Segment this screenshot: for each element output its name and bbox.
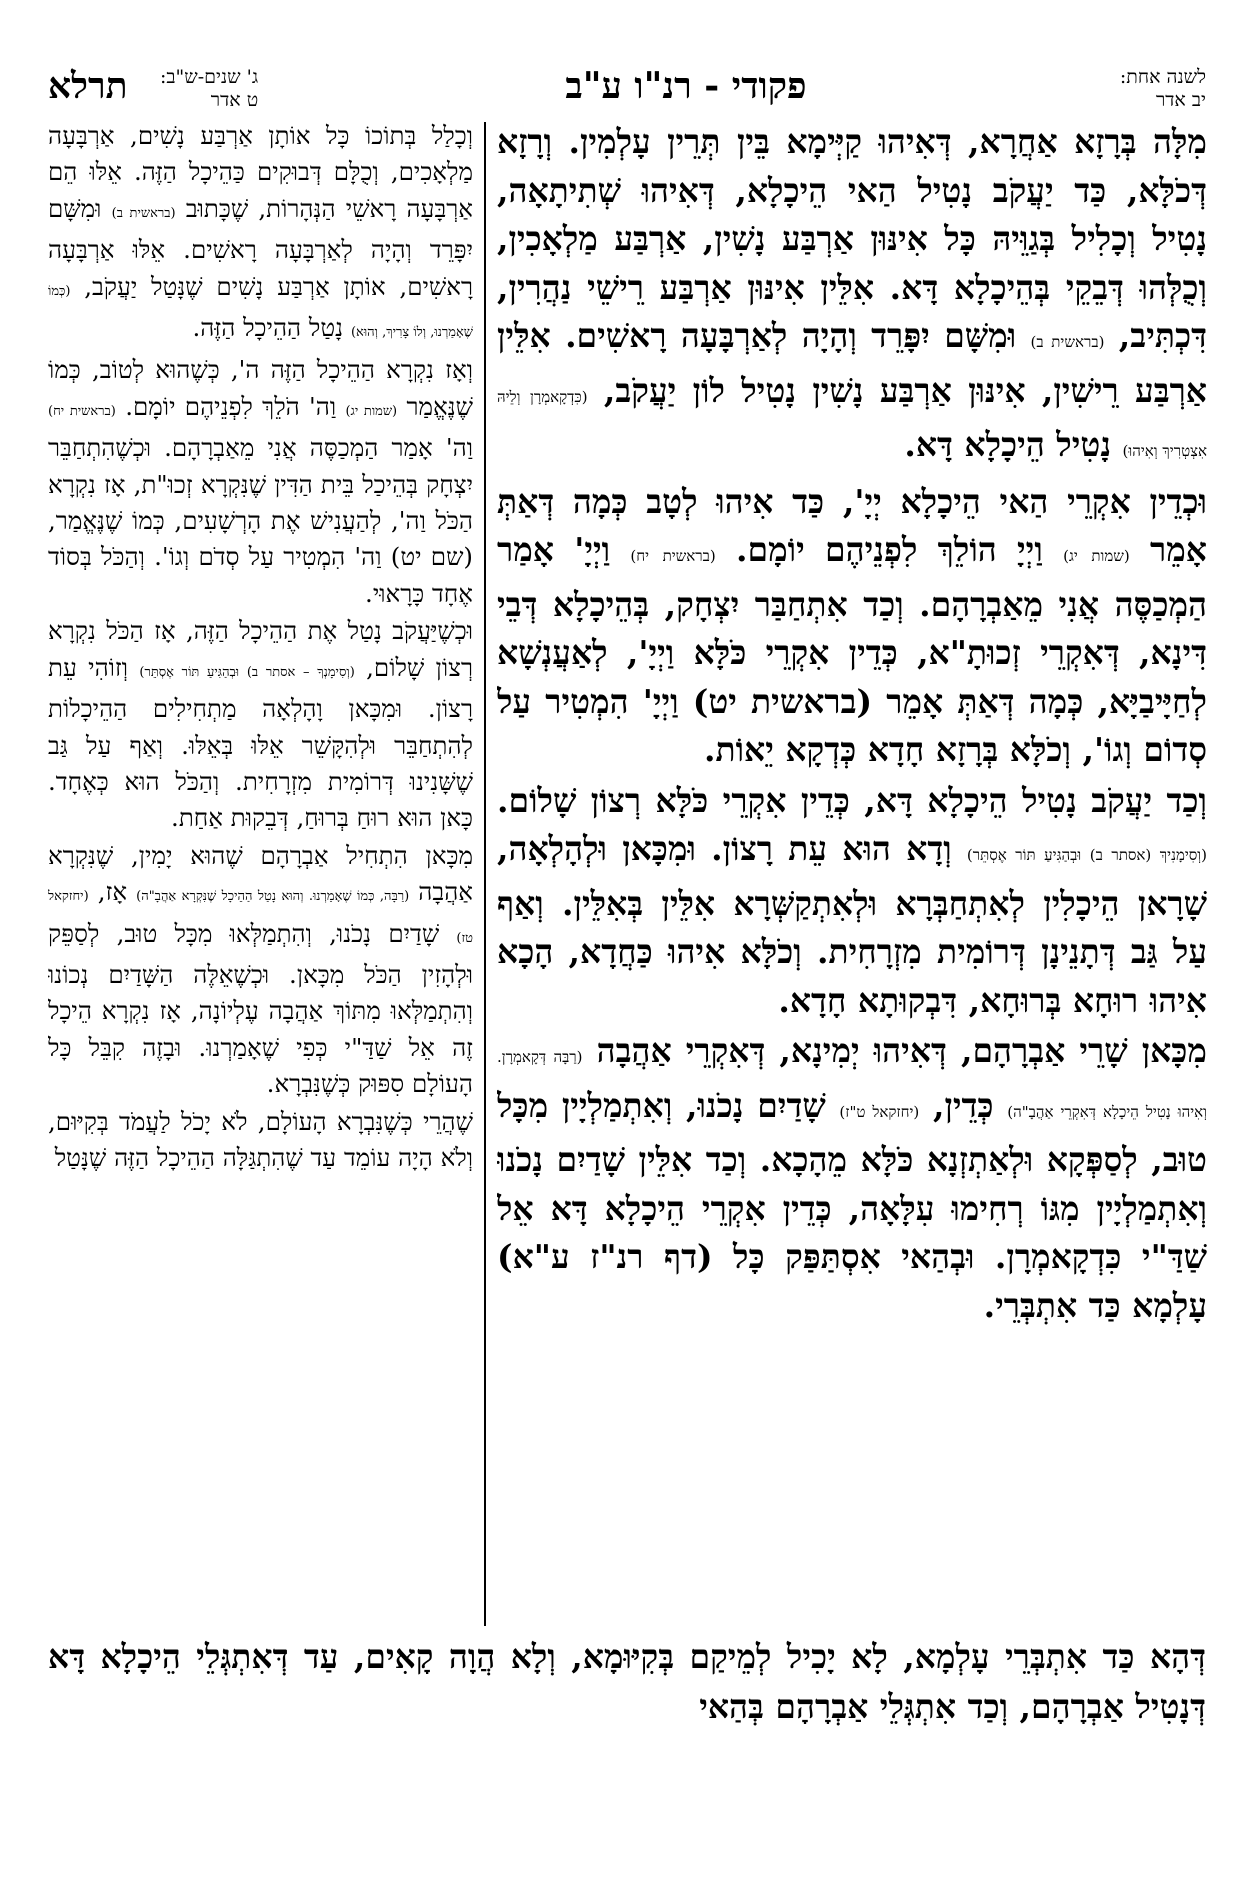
paragraph-text: מִלָּה בְּרָזָא אַחֲרָא, דְּאִיהוּ קַיְּימָא בֵּין תְּרֵין עָלְמִין. וְרָזָא דְּכֹלָּא, כַּד יַעֲקֹב נָטִיל הַאי הֵיכָלָא, דְּאִיהוּ שְׁתִיתָאָה, נָטִיל וְכָלִיל בְּגַוֵּיהּ כָּל אִינּוּן אַרְבַּע נָשִׁין, אַרְבַּע מַלְאָכִין, וְכֻלְּהוּ דְּבֵקֵי בְּהֵיכָלָא דָּא. אִלֵּין אִינּוּן אַרְבַּע רֵישֵׁי נַהֲרִין, דִּכְתִּיב, xyxy=(497,122,1207,355)
source-reference: (שמות יג) xyxy=(345,403,398,419)
source-reference: (וְסִימָנְךָ – אסתר ב) וּבְהַגִּיעַ תּוֹר אֶסְתֵּר) xyxy=(139,664,355,680)
three-year-schedule-label: ג' שנים-ש"ב: xyxy=(160,66,259,88)
gloss-note: (רַבָּה, כְּמוֹ שֶׁאָמַרְנוּ. וְהוּא נָטַל הַהֵיכָל שֶׁנִּקְרָא אַהֲבָ"ה) xyxy=(136,889,410,905)
paragraph-text: וַיְיָ' אָמַר הַמְכַסֶּה אֲנִי מֵאַבְרָהָם. וְכַד אִתְחַבַּר יִצְחָק, בְּהֵיכָלָא דְּבֵי דִּינָא, דְּאִקְרֵי זְכוּתָ"א, כְּדֵין אִקְרֵי כֹּלָּא וַיְיָ', לְאַעֲנְשָׁא לְחַיָּיבַיָּא, כְּמָה דְּאַתְּ אָמֵר (בראשית יט) וַיְיָ' הִמְטִיר עַל סְדוֹם וְגוֹ', וְכֹלָּא בְּרָזָא חָדָא כְּדְקָא יֵאוֹת. xyxy=(497,530,1207,769)
page-number: תרלא xyxy=(48,65,128,107)
gloss-note: (כְּמוֹ שֶׁאָמַרְנוּ, וְלוֹ צָרִיךְ, וְהוּא) xyxy=(48,283,473,341)
paragraph-text: וְאָז נִקְרָא הַהֵיכָל הַזֶּה ה', כְּשֶׁהוּא לְטוֹב, כְּמוֹ שֶׁנֶּאֱמַר xyxy=(48,355,473,421)
paragraph-text: וְכָלַל בְּתוֹכוֹ כָּל אוֹתָן אַרְבַּע נָשִׁים, אַרְבָּעָה מַלְאָכִים, וְכֻלָּם דְּבוּקִים כַּהֵיכָל הַזֶּה. אֵלּוּ הֵם אַרְבָּעָה רָאשֵׁי הַנְּהָרוֹת, שֶׁכָּתוּב xyxy=(48,121,473,223)
three-year-schedule-date: ט אדר xyxy=(210,89,259,111)
paragraph-text: וַה' אָמַר הַמְכַסֶּה אֲנִי מֵאַבְרָהָם. וּכְשֶׁהִתְחַבֵּר יִצְחָק בְּהֵיכַל בֵּית הַדִּין שֶׁנִּקְרָא זְכוּ"ת, אָז נִקְרָא הַכֹּל וַה', לְהַעֲנִישׁ אֶת הָרְשָׁעִים, כְּמוֹ שֶׁנֶּאֱמַר, (שם יט) וַה' הִמְטִיר עַל סְדֹם וְגוֹ'. וְהַכֹּל בְּסוֹד אֶחָד כָּרָאוּי. xyxy=(48,433,473,608)
side-paragraph xyxy=(48,838,473,1103)
source-reference: (יחזקאל ט"ז) xyxy=(839,1102,920,1121)
paragraph-text: וּמִשָּׁם יִפָּרֵד וְהָיָה לְאַרְבָּעָה רָאשִׁים. אֵלּוּ אַרְבָּעָה רָאשִׁים, אוֹתָן אַרְבַּע נָשִׁים שֶׁנָּטַל יַעֲקֹב, xyxy=(48,193,473,301)
header-left-note xyxy=(160,66,258,112)
paragraph-text: אָז, xyxy=(97,877,128,907)
source-reference: (בראשית יח) xyxy=(48,403,116,419)
main-paragraph xyxy=(497,777,1207,1026)
paragraph-text: כְּדֵין, xyxy=(932,1085,994,1125)
column-divider xyxy=(484,122,486,1626)
side-paragraph xyxy=(48,613,473,836)
page-header xyxy=(48,60,1206,118)
bottom-paragraph: דְּהָא כַּד אִתְבְּרֵי עָלְמָא, לָא יָכִיל לְמֵיקַם בְּקִיּוּמָא, וְלָא הֲוָה קָאִים, עַד דְּאִתְגְּלֵי הֵיכָלָא דָּא דְּנָטִיל אַבְרָהָם, וְכַד אִתְגְּלֵי אַבְרָהָם בְּהַאי xyxy=(48,1637,1206,1726)
paragraph-text: וְכַד יַעֲקֹב נָטִיל הֵיכָלָא דָּא, כְּדֵין אִקְרֵי כֹּלָּא רְצוֹן שָׁלוֹם. xyxy=(497,780,1207,820)
paragraph-text: וְזוֹהִי עֵת רָצוֹן. וּמִכָּאן וָהָלְאָה מַתְחִילִים הַהֵיכָלוֹת לְהִתְחַבֵּר וּלְהִקָּשֵׁר אֵלּוּ בְּאֵלּוּ. וְאַף עַל גַּב שֶׁשָּׁנִינוּ דְּרוֹמִית מִזְרָחִית. וְהַכֹּל הוּא כְּאֶחָד. כָּאן הוּא רוּחַ בְּרוּחַ, דְּבֵקוּת אַחַת. xyxy=(48,652,473,833)
side-paragraph xyxy=(48,118,473,351)
paragraph-text: וּכְשֶׁיַּעֲקֹב נָטַל אֶת הַהֵיכָל הַזֶּה, אָז הַכֹּל נִקְרָא רְצוֹן שָׁלוֹם, xyxy=(48,616,473,682)
paragraph-text: שָׁדַיִם נָכֹנוּ, וְהִתְמַלְּאוּ מִכָּל טוּב, לְסַפֵּק וּלְהָזִין הַכֹּל מִכָּאן. וּכְשֶׁאֵלֶּה הַשָּׁדַיִם נְכוֹנוּ וְהִתְמַלְּאוּ מִתּוֹךְ אַהֲבָה עֶלְיוֹנָה, אָז נִקְרָא הֵיכָל זֶה אֵל שַׁדַּ"י כְּפִי שֶׁאָמַרְנוּ. וּבָזֶה קִבֵּל כָּל הָעוֹלָם סִפּוּק כְּשֶׁנִּבְרָא. xyxy=(48,918,473,1099)
main-paragraph xyxy=(497,478,1207,775)
source-reference: (בראשית ב) xyxy=(111,205,176,221)
year-schedule-date: יב אדר xyxy=(1155,89,1206,111)
paragraph-text: שָׁדַיִם נָכֹנוּ, וְאִתְמַלְיָין מִכָּל טוּב, לְסַפְּקָא וּלְאַתְזְנָא כֹּלָּא מֵהָכָא. וְכַד אִלֵּין שָׁדַיִם נָכֹנוּ וְאִתְמַלְיָין מִגּוֹ רְחִימוּ עִלָּאָה, כְּדֵין אִקְרֵי הֵיכָלָא דָּא אֵל שַׁדַּ"י כִּדְקָאמְרָן. וּבְהַאי אִסְתַּפַּק כָּל (דף רנ"ז ע"א) עָלְמָא כַּד אִתְבְּרֵי. xyxy=(497,1085,1207,1325)
year-schedule-label: לשנה אחת: xyxy=(1119,66,1206,88)
paragraph-text: וּכְדֵין אִקְרֵי הַאי הֵיכָלָא יְיָ', כַּד אִיהוּ לְטָב כְּמָה דְּאַתְּ אָמֵר xyxy=(497,481,1207,569)
aramaic-main-column xyxy=(497,118,1207,1630)
paragraph-text: מִכָּאן הִתְחִיל אַבְרָהָם שֶׁהוּא יָמִין, שֶׁנִּקְרָא אַהֲבָה xyxy=(48,840,473,907)
side-paragraph xyxy=(48,352,473,612)
source-reference: (בראשית יח) xyxy=(630,547,716,565)
paragraph-text: וּמִשָּׁם יִפָּרֵד וְהָיָה לְאַרְבָּעָה רָאשִׁים. אִלֵּין אַרְבַּע רֵישִׁין, אִינּוּן אַרְבַּע נָשִׁין נָטִיל לוֹן יַעֲקֹב, xyxy=(497,316,1207,410)
main-paragraph xyxy=(497,118,1207,476)
side-paragraph xyxy=(48,1104,473,1177)
header-right-note xyxy=(1120,66,1206,112)
source-reference: (שמות יג) xyxy=(1063,547,1130,565)
paragraph-text: שֶׁהֲרֵי כְּשֶׁנִּבְרָא הָעוֹלָם, לֹא יָכֹל לַעֲמֹד בְּקִיּוּם, וְלֹא הָיָה עוֹמֵד עַד שֶׁהִתְגַּלָּה הַהֵיכָל הַזֶּה שֶׁנָּטַל xyxy=(48,1106,473,1172)
source-reference: (יחזקאל טז) xyxy=(48,889,473,946)
page-title: פקודי - רנ"ו ע"ב xyxy=(565,65,807,107)
gloss-note: (כִּדְקָאמְרָן וְלֵיהּ אִצְטְרִיךְ וְאִיהוּ) xyxy=(497,387,1207,460)
paragraph-text: וְדָא הוּא עֵת רָצוֹן. וּמִכָּאן וּלְהָלְאָה, שָׁרָאן הֵיכָלִין לְאִתְחַבְּרָא וּלְאִתְקַשְּׁרָא אִלֵּין בְּאִלֵּין. וְאַף עַל גַּב דְּתָנֵינָן דְּרוֹמִית מִזְרָחִית. וְכֹלָּא אִיהוּ כַּחֲדָא, הָכָא אִיהוּ רוּחָא בְּרוּחָא, דִּבְקוּתָא חָדָא. xyxy=(497,829,1207,1020)
paragraph-text: מִכָּאן שָׁרֵי אַבְרָהָם, דְּאִיהוּ יְמִינָא, דְּאִקְרֵי אַהֲבָה xyxy=(596,1031,1207,1070)
paragraph-text: וַה' הֹלֵךְ לִפְנֵיהֶם יוֹמָם. xyxy=(125,391,337,421)
hebrew-translation-column xyxy=(48,118,473,1630)
main-paragraph xyxy=(497,1027,1207,1330)
bottom-continuation xyxy=(48,1632,1206,1762)
source-reference: (וְסִימָנִיךְ (אסתר ב) וּבְהַגִּיעַ תּוֹר אֶסְתֵּר) xyxy=(966,846,1207,864)
gloss-note: (רַבָּה דְּקָאמְרָן. וְאִיהוּ נָטִיל הֵיכָלָא דְּאִקְרֵי אַהֲבָ"ה) xyxy=(497,1048,1207,1121)
paragraph-text: נָטַל הַהֵיכָל הַזֶּה. xyxy=(192,313,344,343)
paragraph-text: וַיְיָ הוֹלֵךְ לִפְנֵיהֶם יוֹמָם. xyxy=(736,530,1043,569)
source-reference: (בראשית ב) xyxy=(1030,333,1105,351)
paragraph-text: נָטִיל הֵיכָלָא דָּא. xyxy=(904,425,1112,464)
